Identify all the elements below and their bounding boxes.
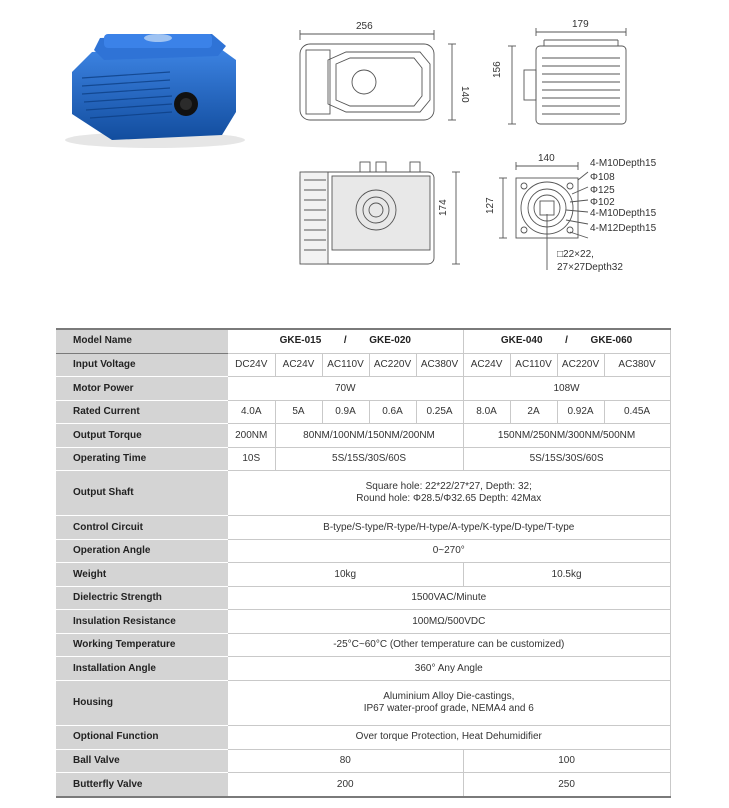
side-view-drawing — [508, 28, 626, 124]
models-left — [228, 329, 463, 353]
flange-width-dim: 140 — [538, 153, 555, 164]
row-rated-current — [56, 400, 670, 423]
row-label: Installation Angle — [56, 657, 228, 680]
cell: 0~270° — [228, 539, 670, 562]
row-motor-power — [56, 377, 670, 400]
model-gke-020: GKE-020 — [369, 335, 411, 347]
cell: AC220V — [557, 353, 604, 376]
cell: 10S — [228, 447, 275, 470]
cell: 360° Any Angle — [228, 657, 670, 680]
flange-note-6: 4-M12Depth15 — [590, 223, 657, 234]
cell — [228, 680, 670, 725]
row-working-temperature — [56, 633, 670, 656]
top-view-drawing — [300, 30, 456, 120]
cell: 8.0A — [463, 400, 510, 423]
cell: 80 — [228, 749, 463, 772]
cell: 200NM — [228, 424, 275, 447]
cell: AC24V — [463, 353, 510, 376]
row-label: Insulation Resistance — [56, 610, 228, 633]
cell: 100MΩ/500VDC — [228, 610, 670, 633]
cell: -25°C~60°C (Other temperature can be customized) — [228, 633, 670, 656]
cell: 0.92A — [557, 400, 604, 423]
row-label: Output Shaft — [56, 471, 228, 516]
flange-note-3: Φ125 — [590, 185, 615, 196]
bottom-height-dim: 174 — [438, 199, 449, 216]
cell: 80NM/100NM/150NM/200NM — [275, 424, 463, 447]
flange-bore-1: □22×22, — [557, 249, 594, 260]
shaft-line-1: Square hole: 22*22/27*27, Depth: 32; — [365, 481, 532, 493]
row-insulation-resistance — [56, 610, 670, 633]
cell: 0.9A — [322, 400, 369, 423]
flange-note-4: Φ102 — [590, 197, 615, 208]
model-gke-040: GKE-040 — [500, 335, 543, 347]
cell: 108W — [463, 377, 670, 400]
row-label: Rated Current — [56, 400, 228, 423]
cell: AC380V — [416, 353, 463, 376]
row-label: Butterfly Valve — [56, 773, 228, 797]
row-dielectric-strength — [56, 586, 670, 609]
cell: 150NM/250NM/300NM/500NM — [463, 424, 670, 447]
row-label: Working Temperature — [56, 633, 228, 656]
cell: AC24V — [275, 353, 322, 376]
flange-bore-2: 27×27Depth32 — [557, 262, 623, 273]
cell: 10.5kg — [463, 563, 670, 586]
flange-note-5: 4-M10Depth15 — [590, 208, 657, 219]
model-gke-060: GKE-060 — [590, 335, 633, 347]
cell: 70W — [228, 377, 463, 400]
row-installation-angle — [56, 657, 670, 680]
bottom-view-drawing — [300, 162, 460, 264]
cell: 5S/15S/30S/60S — [275, 447, 463, 470]
row-model-name — [56, 329, 670, 353]
actuator-photo — [65, 34, 245, 148]
cell: 2A — [510, 400, 557, 423]
row-label: Optional Function — [56, 726, 228, 749]
row-butterfly-valve — [56, 773, 670, 797]
cell: AC110V — [510, 353, 557, 376]
row-label: Operation Angle — [56, 539, 228, 562]
housing-line-1: Aluminium Alloy Die-castings, — [383, 690, 515, 702]
cell: 10kg — [228, 563, 463, 586]
spec-table — [56, 328, 670, 798]
cell: 200 — [228, 773, 463, 797]
cell: 250 — [463, 773, 670, 797]
row-label: Control Circuit — [56, 516, 228, 539]
row-label: Input Voltage — [56, 353, 228, 376]
cell: AC110V — [322, 353, 369, 376]
cell: 0.45A — [604, 400, 670, 423]
flange-height-dim: 127 — [485, 197, 496, 214]
cell: 100 — [463, 749, 670, 772]
model-separator: / — [343, 335, 347, 347]
row-label: Operating Time — [56, 447, 228, 470]
drawings-area — [0, 0, 729, 320]
side-height-dim: 156 — [492, 61, 503, 78]
row-weight — [56, 563, 670, 586]
model-separator: / — [565, 335, 568, 347]
row-operation-angle — [56, 539, 670, 562]
cell: AC380V — [604, 353, 670, 376]
row-control-circuit — [56, 516, 670, 539]
top-height-dim: 140 — [459, 86, 470, 103]
cell: AC220V — [369, 353, 416, 376]
row-input-voltage — [56, 353, 670, 376]
row-operating-time — [56, 447, 670, 470]
cell: 1500VAC/Minute — [228, 586, 670, 609]
side-width-dim: 179 — [572, 19, 589, 30]
row-label: Weight — [56, 563, 228, 586]
cell: 0.6A — [369, 400, 416, 423]
cell: Over torque Protection, Heat Dehumidifier — [228, 726, 670, 749]
flange-note-2: Φ108 — [590, 172, 615, 183]
row-label: Ball Valve — [56, 749, 228, 772]
cell: DC24V — [228, 353, 275, 376]
cell: B-type/S-type/R-type/H-type/A-type/K-type/D-type/T-type — [228, 516, 670, 539]
model-gke-015: GKE-015 — [279, 335, 322, 347]
cell: 5S/15S/30S/60S — [463, 447, 670, 470]
row-housing — [56, 680, 670, 725]
models-right — [463, 329, 670, 353]
row-optional-function — [56, 726, 670, 749]
shaft-line-2: Round hole: Φ28.5/Φ32.65 Depth: 42Max — [356, 493, 542, 505]
row-label: Motor Power — [56, 377, 228, 400]
row-label: Model Name — [56, 329, 228, 353]
row-output-torque — [56, 424, 670, 447]
housing-line-2: IP67 water-proof grade, NEMA4 and 6 — [363, 702, 534, 714]
row-label: Housing — [56, 680, 228, 725]
row-ball-valve — [56, 749, 670, 772]
flange-note-1: 4-M10Depth15 — [590, 158, 657, 169]
cell — [228, 471, 670, 516]
cell: 5A — [275, 400, 322, 423]
top-width-dim: 256 — [356, 21, 373, 32]
row-output-shaft — [56, 471, 670, 516]
cell: 4.0A — [228, 400, 275, 423]
row-label: Output Torque — [56, 424, 228, 447]
cell: 0.25A — [416, 400, 463, 423]
row-label: Dielectric Strength — [56, 586, 228, 609]
